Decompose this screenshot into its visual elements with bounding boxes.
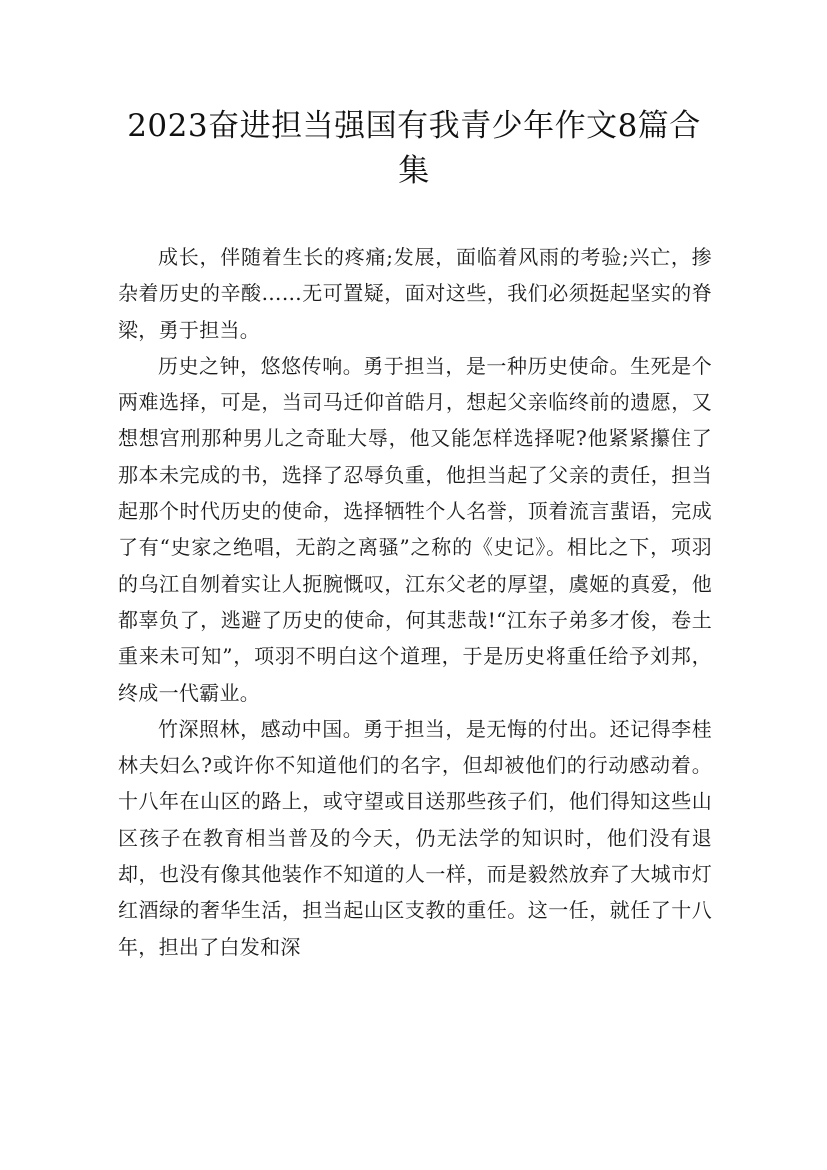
- paragraph-growth: 成长，伴随着生长的疼痛;发展，面临着风雨的考验;兴亡，掺杂着历史的辛酸……无可置疑，面对这些，我们必须挺起坚实的脊梁，勇于担当。: [118, 245, 712, 342]
- document-body: [118, 239, 712, 965]
- document-title: 2023奋进担当强国有我青少年作文8篇合集: [127, 108, 701, 189]
- paragraph-li-guilin: 竹深照林，感动中国。勇于担当，是无悔的付出。还记得李桂林夫妇么?或许你不知道他们的名字，但却被他们的行动感动着。十八年在山区的路上，或守望或目送那些孩子们，他们得知这些山区孩子在教育相当普及的今天，仍无法学的知识时，他们没有退却，也没有像其他装作不知道的人一样，而是毅然放弃了大城市灯红酒绿的奢华生活，担当起山区支教的重任。这一任，就任了十八年，担出了白发和深: [118, 716, 712, 959]
- paragraph-history: 历史之钟，悠悠传响。勇于担当，是一种历史使命。生死是个两难选择，可是，当司马迁仰首皓月，想起父亲临终前的遗愿，又想想宫刑那种男儿之奇耻大辱，他又能怎样选择呢?他紧紧攥住了那本未完成的书，选择了忍辱负重，他担当起了父亲的责任，担当起那个时代历史的使命，选择牺牲个人名誉，顶着流言蜚语，完成了有“史家之绝唱，无韵之离骚”之称的《史记》。相比之下，项羽的乌江自刎着实让人扼腕慨叹，江东父老的厚望，虞姬的真爱，他都辜负了，逃避了历史的使命，何其悲哉!“江东子弟多才俊，卷土重来未可知”，项羽不明白这个道理，于是历史将重任给予刘邦，终成一代霸业。: [118, 353, 712, 705]
